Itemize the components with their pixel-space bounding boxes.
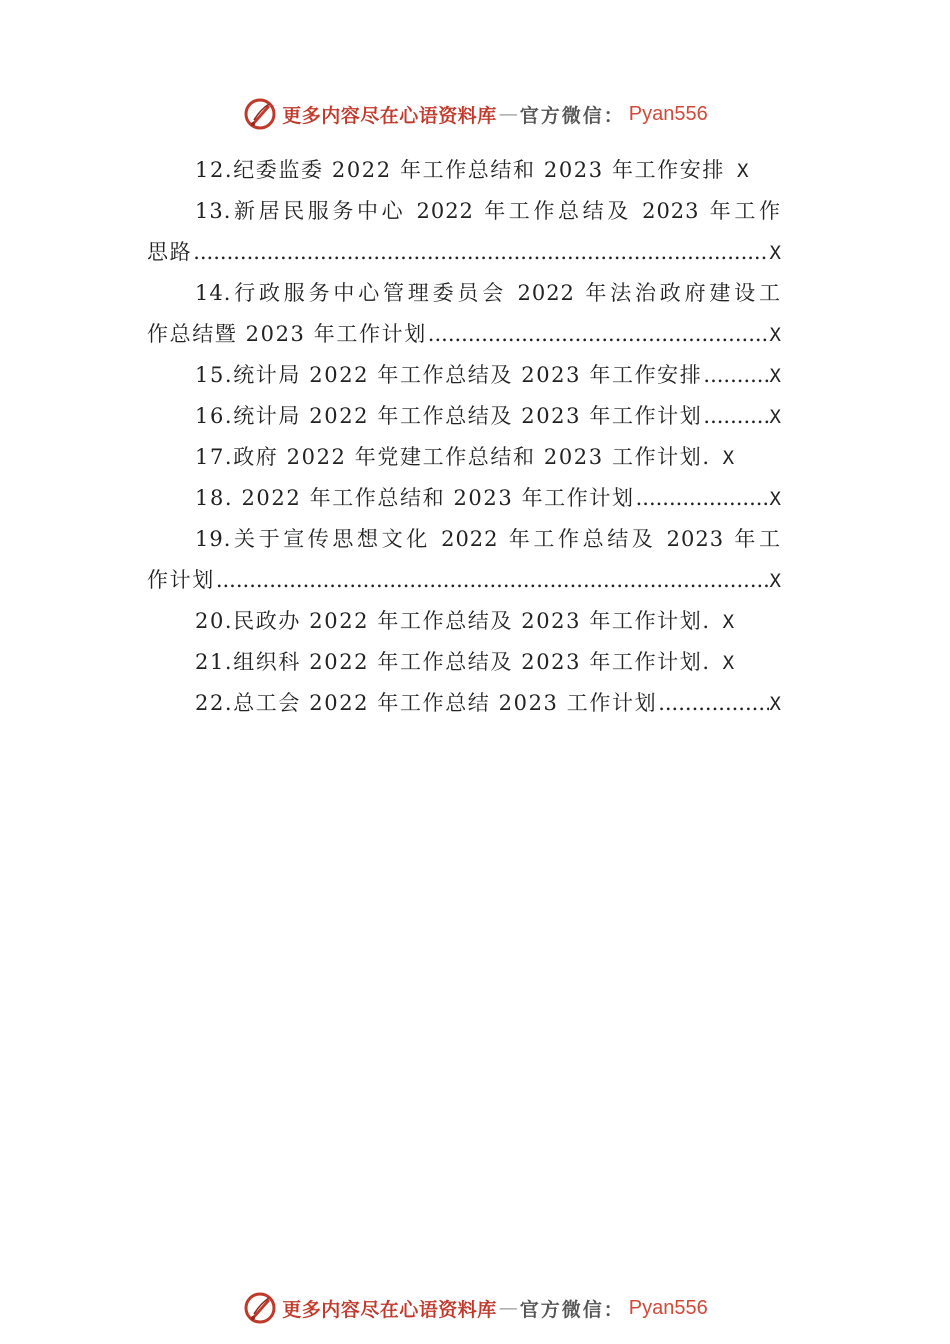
toc-entry-14-cont[interactable] [147, 314, 781, 355]
toc-dot-leader [703, 396, 768, 437]
toc-entry-page: X [769, 693, 781, 715]
toc-entry-title: 19.关于宣传思想文化 2022 年工作总结及 2023 年工 [195, 527, 781, 551]
toc-entry-13[interactable] [147, 191, 781, 232]
toc-entry-13-cont[interactable] [147, 232, 781, 273]
banner-dash: — [498, 103, 518, 125]
toc-entry-page: X [769, 406, 781, 428]
banner-wechat-id: Pyan556 [628, 1296, 708, 1319]
banner-wechat-id: Pyan556 [628, 102, 708, 125]
toc-entry-title: 17.政府 2022 年党建工作总结和 2023 工作计划. [195, 445, 711, 469]
banner-brand-text: 更多内容尽在心语资料库 [282, 104, 497, 127]
toc-entry-page: X [769, 365, 781, 387]
toc-entry-title-cont: 作总结暨 2023 年工作计划 [147, 322, 427, 346]
toc-dot-leader [658, 683, 768, 724]
toc-entry-16[interactable] [147, 396, 781, 437]
toc-entry-page: X [722, 611, 735, 633]
toc-entry-title-cont: 作计划 [147, 568, 215, 592]
banner-brand-text: 更多内容尽在心语资料库 [282, 1298, 497, 1321]
toc-entry-19-cont[interactable] [147, 560, 781, 601]
toc-entry-title: 22.总工会 2022 年工作总结 2023 工作计划 [195, 691, 658, 715]
toc-dot-leader [636, 478, 769, 519]
toc-entry-title: 20.民政办 2022 年工作总结及 2023 年工作计划. [195, 609, 711, 633]
toc-dot-leader [216, 560, 769, 601]
quill-logo-icon [242, 1290, 278, 1326]
toc-dot-leader [428, 314, 769, 355]
toc-entry-14[interactable] [147, 273, 781, 314]
toc-entry-21[interactable] [147, 642, 781, 683]
toc-entry-15[interactable] [147, 355, 781, 396]
toc-entry-title-cont: 思路 [147, 240, 193, 264]
toc-entry-page: X [769, 570, 781, 592]
banner-dash: — [498, 1297, 518, 1319]
toc-entry-title: 14.行政服务中心管理委员会 2022 年法治政府建设工 [195, 281, 781, 305]
toc-entry-page: X [722, 652, 735, 674]
header-banner [0, 94, 950, 134]
toc-dot-leader [193, 232, 768, 273]
toc-entry-page: X [769, 324, 781, 346]
toc-entry-title: 21.组织科 2022 年工作总结及 2023 年工作计划. [195, 650, 711, 674]
toc-entry-title: 16.统计局 2022 年工作总结及 2023 年工作计划 [195, 404, 703, 428]
toc-entry-22[interactable] [147, 683, 781, 724]
toc-entry-page: X [736, 160, 749, 182]
toc-entry-page: X [722, 447, 735, 469]
toc-entry-title: 13.新居民服务中心 2022 年工作总结及 2023 年工作 [195, 199, 781, 223]
table-of-contents [147, 150, 781, 724]
toc-entry-page: X [769, 242, 781, 264]
toc-entry-18[interactable] [147, 478, 781, 519]
toc-entry-title: 18. 2022 年工作总结和 2023 年工作计划 [195, 486, 635, 510]
toc-entry-17[interactable] [147, 437, 781, 478]
footer-banner [0, 1288, 950, 1328]
toc-entry-19[interactable] [147, 519, 781, 560]
quill-logo-icon [242, 96, 278, 132]
banner-wechat-label: 官方微信： [519, 1298, 625, 1321]
toc-entry-title: 15.统计局 2022 年工作总结及 2023 年工作安排 [195, 363, 703, 387]
toc-dot-leader [703, 355, 768, 396]
banner-wechat-label: 官方微信： [519, 104, 625, 127]
toc-entry-page: X [769, 488, 781, 510]
toc-entry-title: 12.纪委监委 2022 年工作总结和 2023 年工作安排 [195, 158, 725, 182]
toc-entry-20[interactable] [147, 601, 781, 642]
toc-entry-12[interactable] [147, 150, 781, 191]
